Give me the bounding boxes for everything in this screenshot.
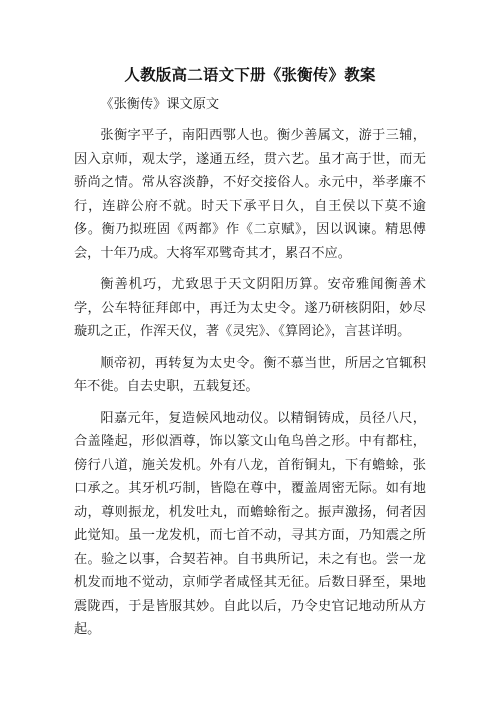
paragraph-4: 阳嘉元年，复造候风地动仪。以精铜铸成，员径八尺，合盖隆起，形似酒尊，饰以篆文山龟鸟兽之形。中有都柱，傍行八道，施关发机。外有八龙，首衔铜丸，下有蟾蜍，张口承之。其牙机巧制，皆隐在尊中，覆盖周密无际。如有地动，尊则振龙，机发吐丸，而蟾蜍衔之。振声激扬，伺者因此觉知。虽一龙发机，而七首不动，寻其方面，乃知震之所在。验之以事，合契若神。自书典所记，未之有也。尝一龙机发而地不觉动，京师学者咸怪其无征。后数日驿至，果地震陇西，于是皆服其妙。自此以后，乃令史官记地动所从方起。 bbox=[74, 410, 426, 637]
paragraph-2: 衡善机巧，尤致思于天文阴阳历算。安帝雅闻衡善术学，公车特征拜郎中，再迁为太史令。遂乃研核阴阳，妙尽璇玑之正，作浑天仪，著《灵宪》、《算罔论》，言甚详明。 bbox=[74, 277, 426, 339]
paragraph-3: 顺帝初，再转复为太史令。衡不慕当世，所居之官辄积年不徙。自去史职，五载复还。 bbox=[74, 355, 426, 394]
document-title: 人教版高二语文下册《张衡传》教案 bbox=[124, 66, 376, 84]
section-subtitle: 《张衡传》课文原文 bbox=[100, 97, 220, 112]
paragraph-1: 张衡字平子，南阳西鄂人也。衡少善属文，游于三辅，因入京师，观太学，遂通五经，贯六艺。虽才高于世，而无骄尚之情。常从容淡静，不好交接俗人。永元中，举孝廉不行，连辟公府不就。时天下承平日久，自王侯以下莫不逾侈。衡乃拟班固《两都》作《二京赋》，因以讽谏。精思傅会，十年乃成。大将军邓骘奇其才，累召不应。 bbox=[74, 128, 426, 261]
